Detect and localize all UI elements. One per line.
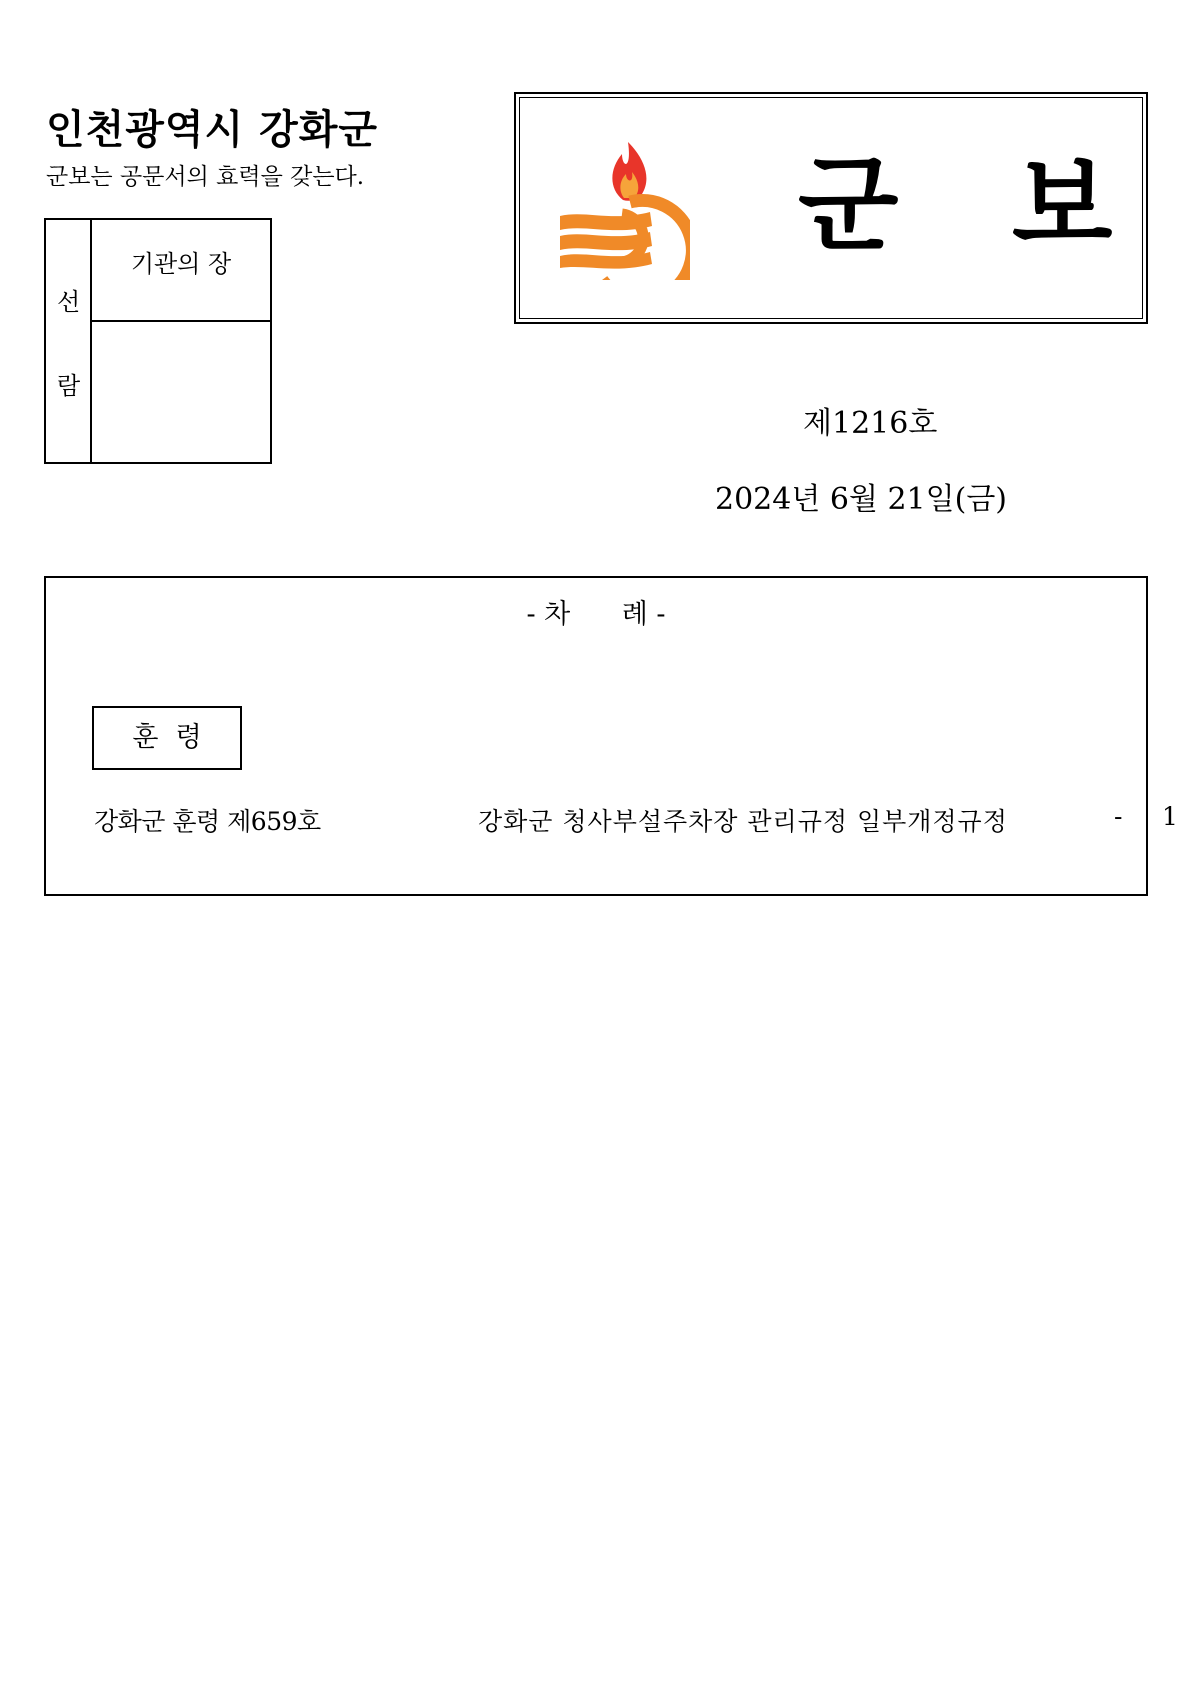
masthead-title-char-2: 보 (1012, 144, 1115, 266)
toc-entry-dash: - (1114, 802, 1123, 831)
toc-entry-page: 1 (1162, 802, 1178, 831)
review-side-char-2: 람 (57, 372, 81, 400)
table-of-contents (44, 576, 1178, 896)
toc-heading: - 차 례 - (526, 599, 666, 630)
issue-date: 2024년 6월 21일(금) (715, 482, 1008, 517)
gangwha-emblem-icon (560, 140, 690, 280)
review-head-label: 기관의 장 (130, 250, 232, 278)
org-subtitle: 군보는 공문서의 효력을 갖는다. (46, 164, 365, 190)
issue-number: 제1216호 (803, 406, 938, 441)
masthead-inner-frame (519, 97, 1143, 319)
toc-entry[interactable] (94, 802, 1178, 838)
toc-section-label: 훈 령 (92, 706, 242, 770)
toc-entry-number: 강화군 훈령 제659호 (94, 807, 321, 836)
masthead-title-char-1: 군 (798, 144, 901, 266)
masthead (514, 92, 1148, 324)
review-head-cell (92, 220, 270, 322)
review-side-char-1: 선 (57, 288, 81, 316)
review-side-column (46, 220, 92, 462)
review-box (44, 218, 272, 464)
org-title: 인천광역시 강화군 (46, 107, 379, 153)
toc-entry-title[interactable]: 강화군 청사부설주차장 관리규정 일부개정규정 (478, 807, 1008, 836)
